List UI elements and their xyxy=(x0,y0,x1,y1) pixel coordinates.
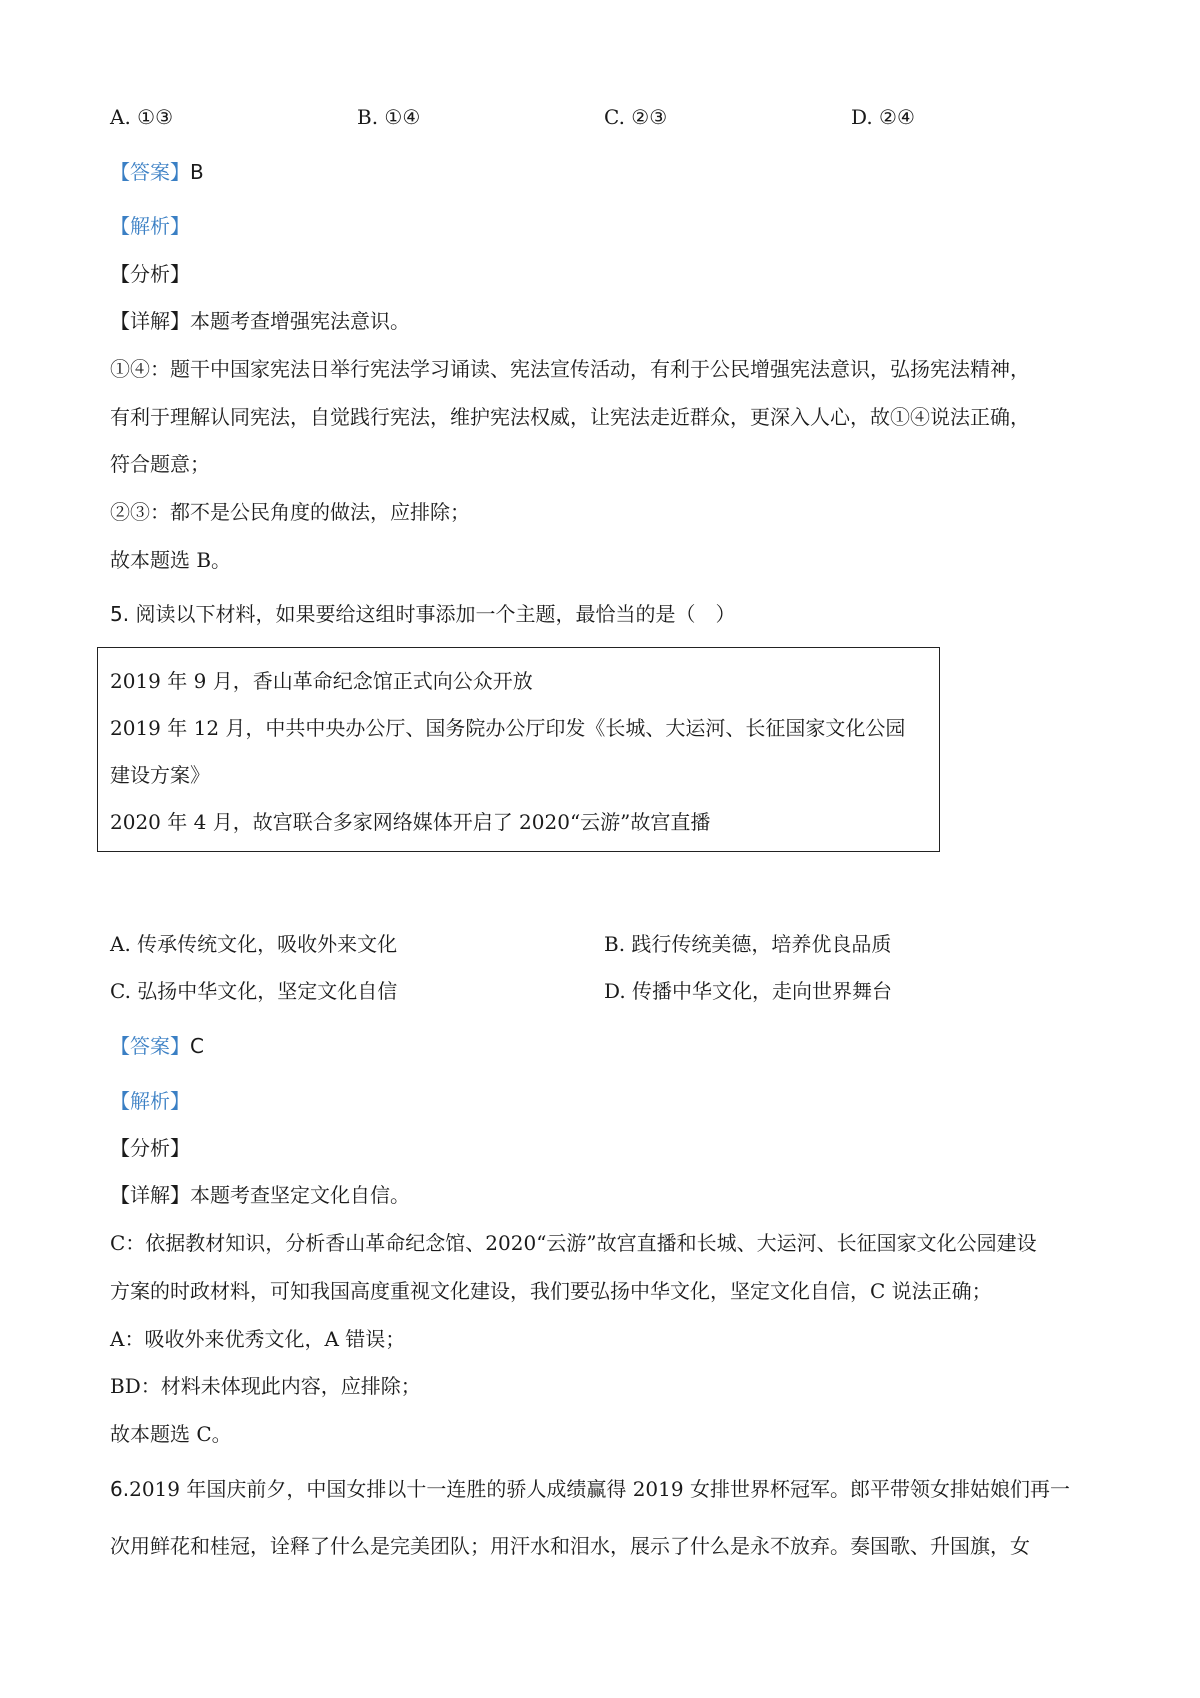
question-text: 2019 年国庆前夕，中国女排以十一连胜的骄人成绩赢得 2019 女排世界杯冠军。郎平带领女排姑娘们再一 xyxy=(129,1477,1070,1501)
question-text: 阅读以下材料，如果要给这组时事添加一个主题，最恰当的是（ ） xyxy=(135,602,736,626)
q5-explanation-line: 方案的时政材料，可知我国高度重视文化建设，我们要弘扬中华文化，坚定文化自信，C 说法正确； xyxy=(110,1279,992,1303)
question-number: 5. xyxy=(110,602,130,626)
q5-option-d: D. 传播中华文化，走向世界舞台 xyxy=(604,979,893,1003)
q5-explanation-line: 故本题选 C。 xyxy=(110,1422,232,1446)
q5-analysis-label: 【解析】 xyxy=(110,1089,190,1113)
q5-fenxi: 【分析】 xyxy=(110,1136,190,1160)
q5-option-b: B. 践行传统美德，培养优良品质 xyxy=(604,932,892,956)
q4-answer xyxy=(110,158,204,186)
material-line: 2019 年 12 月，中共中央办公厅、国务院办公厅印发《长城、大运河、长征国家文化公园 xyxy=(110,716,906,740)
q5-detail: 【详解】本题考查坚定文化自信。 xyxy=(110,1183,410,1207)
answer-value: B xyxy=(190,160,204,184)
answer-label: 【答案】 xyxy=(110,160,190,184)
q5-explanation-line: BD：材料未体现此内容，应排除； xyxy=(110,1374,421,1398)
q5-option-c: C. 弘扬中华文化，坚定文化自信 xyxy=(110,979,398,1003)
q4-option-c: C. ②③ xyxy=(604,105,668,129)
material-line: 2019 年 9 月，香山革命纪念馆正式向公众开放 xyxy=(110,669,533,693)
q4-option-a: A. ①③ xyxy=(110,105,174,129)
q4-analysis-label: 【解析】 xyxy=(110,214,190,238)
q6-question-line xyxy=(110,1475,1070,1503)
material-line: 建设方案》 xyxy=(110,763,210,787)
q5-option-a: A. 传承传统文化，吸收外来文化 xyxy=(110,932,398,956)
q4-explanation-line: ①④：题干中国家宪法日举行宪法学习诵读、宪法宣传活动，有利于公民增强宪法意识，弘扬宪法精神， xyxy=(110,357,1030,381)
q4-explanation-line: ②③：都不是公民角度的做法，应排除； xyxy=(110,500,470,524)
q5-question xyxy=(110,600,735,628)
question-number: 6. xyxy=(110,1477,130,1501)
q6-question-line: 次用鲜花和桂冠，诠释了什么是完美团队；用汗水和泪水，展示了什么是永不放弃。奏国歌、升国旗，女 xyxy=(110,1534,1030,1558)
q4-explanation-line: 符合题意； xyxy=(110,452,210,476)
q5-explanation-line: A：吸收外来优秀文化，A 错误； xyxy=(110,1327,406,1351)
q5-answer xyxy=(110,1032,204,1060)
q5-explanation-line: C：依据教材知识，分析香山革命纪念馆、2020“云游”故宫直播和长城、大运河、长征国家文化公园建设 xyxy=(110,1231,1037,1255)
q4-option-d: D. ②④ xyxy=(851,105,915,129)
material-line: 2020 年 4 月，故宫联合多家网络媒体开启了 2020“云游”故宫直播 xyxy=(110,810,711,834)
q5-material-box xyxy=(97,647,940,852)
q4-explanation-line: 故本题选 B。 xyxy=(110,548,232,572)
q4-fenxi: 【分析】 xyxy=(110,262,190,286)
q4-explanation-line: 有利于理解认同宪法，自觉践行宪法，维护宪法权威，让宪法走近群众，更深入人心，故①④说法正确， xyxy=(110,405,1030,429)
q4-detail: 【详解】本题考查增强宪法意识。 xyxy=(110,309,410,333)
q4-option-b: B. ①④ xyxy=(357,105,421,129)
answer-value: C xyxy=(190,1034,204,1058)
answer-label: 【答案】 xyxy=(110,1034,190,1058)
